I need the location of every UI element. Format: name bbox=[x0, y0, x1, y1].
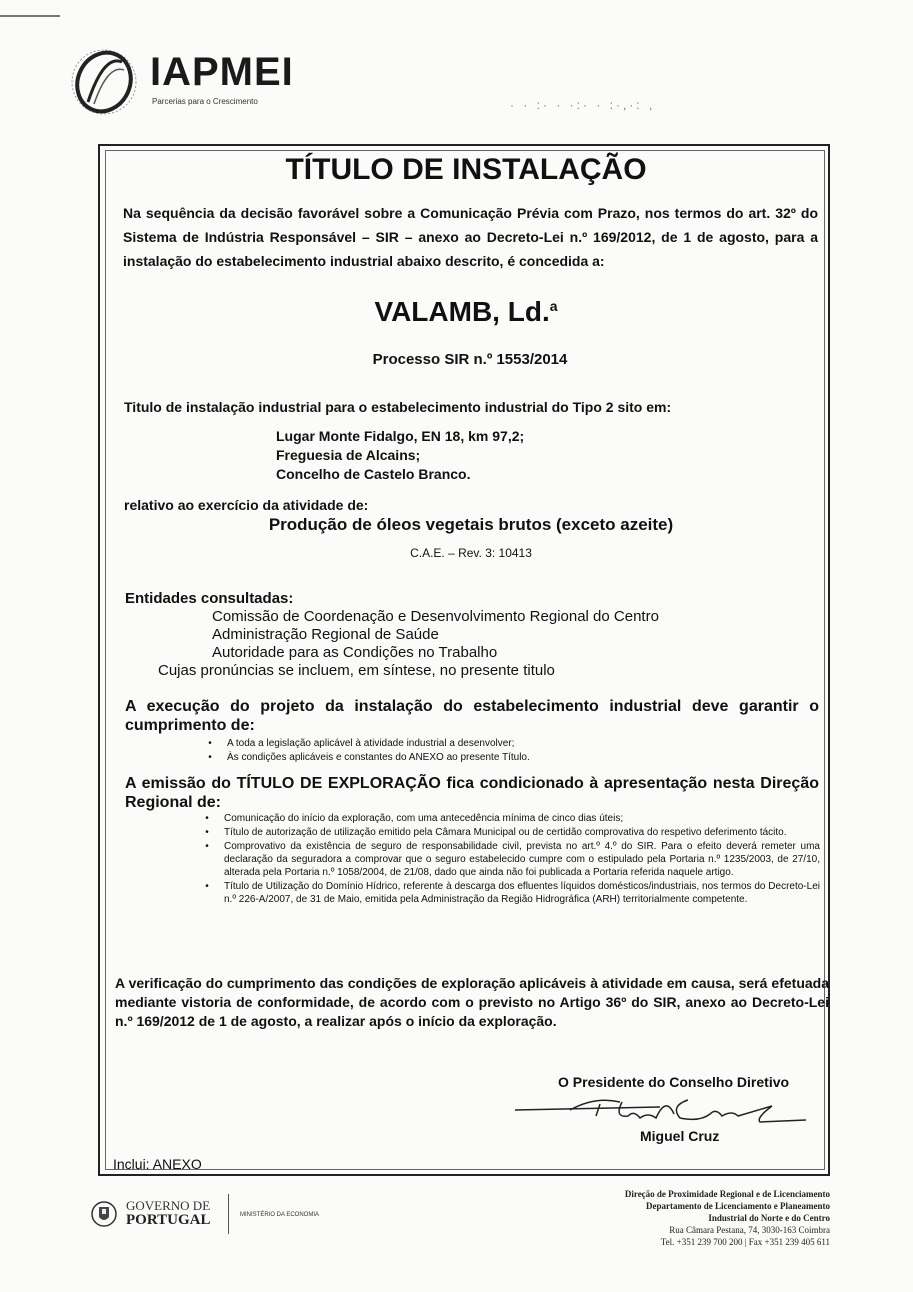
list-item bbox=[202, 812, 820, 825]
list-item bbox=[205, 737, 805, 750]
footer-address-line: Direção de Proximidade Regional e de Licenciamento bbox=[624, 1189, 830, 1199]
list-item-text: Comunicação do início da exploração, com uma antecedência mínima de cinco dias úteis; bbox=[224, 813, 624, 824]
entity-item: Administração Regional de Saúde bbox=[212, 626, 439, 643]
list-item-text: Às condições aplicáveis e constantes do ANEXO ao presente Título. bbox=[227, 752, 530, 763]
signatory-name: Miguel Cruz bbox=[640, 1128, 720, 1144]
bullet-icon: • bbox=[208, 752, 212, 763]
address-line: Concelho de Castelo Branco. bbox=[276, 466, 471, 482]
list-item-text: A toda a legislação aplicável à atividade industrial a desenvolver; bbox=[227, 738, 515, 749]
list-item bbox=[202, 826, 820, 839]
list-item-text: Título de autorização de utilização emitido pela Câmara Municipal ou de certidão comprovativa do respetivo deferimento tácito. bbox=[224, 827, 787, 838]
scan-specks: · · :· · ·:· · :·,·: , bbox=[510, 98, 656, 112]
footer-address-line: Tel. +351 239 700 200 | Fax +351 239 405 611 bbox=[660, 1237, 830, 1247]
brand-tagline: Parcerias para o Crescimento bbox=[152, 97, 258, 106]
list-item bbox=[202, 880, 820, 906]
emission-heading: A emissão do TÍTULO DE EXPLORAÇÃO fica condicionado à apresentação nesta Direção Regional de: bbox=[125, 775, 819, 811]
bullet-icon: • bbox=[205, 827, 209, 838]
emission-list bbox=[202, 812, 820, 907]
government-line2: PORTUGAL bbox=[126, 1212, 211, 1228]
bullet-icon: • bbox=[208, 738, 212, 749]
bullet-icon: • bbox=[205, 813, 209, 824]
installation-title-line: Titulo de instalação industrial para o estabelecimento industrial do Tipo 2 sito em: bbox=[124, 399, 672, 415]
footer-address bbox=[540, 1188, 830, 1248]
signature bbox=[510, 1092, 810, 1132]
bullet-icon: • bbox=[205, 841, 209, 852]
ministry-name: MINISTÉRIO DA ECONOMIA bbox=[240, 1212, 320, 1218]
entities-list bbox=[212, 608, 659, 662]
site-address bbox=[276, 427, 524, 484]
company-name bbox=[106, 296, 826, 328]
company-name-text: VALAMB, Ld. bbox=[374, 296, 550, 327]
footer-address-line: Industrial do Norte e do Centro bbox=[708, 1213, 830, 1223]
footer-address-line: Departamento de Licenciamento e Planeamento bbox=[646, 1201, 830, 1211]
list-item bbox=[202, 840, 820, 879]
company-name-suffix: a bbox=[549, 298, 558, 314]
footer-address-line: Rua Câmara Pestana, 74, 3030-163 Coimbra bbox=[669, 1225, 830, 1235]
activity-intro: relativo ao exercício da atividade de: bbox=[124, 497, 369, 513]
government-line1: GOVERNO DE bbox=[126, 1198, 211, 1213]
activity-name: Produção de óleos vegetais brutos (exceto azeite) bbox=[268, 515, 674, 534]
footer-divider bbox=[228, 1194, 229, 1234]
portugal-coat-of-arms-icon bbox=[90, 1196, 118, 1230]
bullet-icon: • bbox=[205, 881, 209, 892]
list-item bbox=[205, 751, 805, 764]
document-title: TÍTULO DE INSTALAÇÃO bbox=[285, 153, 647, 186]
execution-list bbox=[205, 737, 805, 765]
cae-code: C.A.E. – Rev. 3: 10413 bbox=[410, 546, 532, 560]
list-item-text: Título de Utilização do Domínio Hídrico, referente à descarga dos efluentes líquidos domésticos/industriais, nos termos do Decreto-Lei n.º 226-A/2007, de 31 de Maio, emitida pela Administração da Região Hidrográfica (ARH) territorialmente competente. bbox=[224, 881, 820, 905]
iapmei-logo-icon bbox=[66, 44, 142, 120]
address-line: Lugar Monte Fidalgo, EN 18, km 97,2; bbox=[276, 428, 525, 444]
intro-paragraph: Na sequência da decisão favorável sobre a Comunicação Prévia com Prazo, nos termos do art. 32º do Sistema de Indústria Responsável – SIR – anexo ao Decreto-Lei n.º 169/2012, de 1 de agosto, para a instalação do estabelecimento industrial abaixo descrito, é concedida a: bbox=[123, 205, 818, 269]
entity-item: Autoridade para as Condições no Trabalho bbox=[212, 644, 498, 661]
verification-paragraph: A verificação do cumprimento das condições de exploração aplicáveis à atividade em causa, será efetuada mediante vistoria de conformidade, de acordo com o previsto no Artigo 36º do SIR, anexo ao Decreto-Lei n.º 169/2012 de 1 de agosto, a realizar após o início da exploração. bbox=[115, 975, 829, 1029]
process-number: Processo SIR n.º 1553/2014 bbox=[372, 351, 568, 368]
brand-name: IAPMEI bbox=[150, 50, 294, 94]
entities-note: Cujas pronúncias se incluem, em síntese, no presente titulo bbox=[158, 662, 555, 679]
entity-item: Comissão de Coordenação e Desenvolvimento Regional do Centro bbox=[212, 608, 659, 625]
scan-mark bbox=[0, 15, 60, 17]
address-line: Freguesia de Alcains; bbox=[276, 447, 421, 463]
execution-heading: A execução do projeto da instalação do estabelecimento industrial deve garantir o cumprimento de: bbox=[125, 698, 819, 734]
entities-heading: Entidades consultadas: bbox=[125, 590, 294, 607]
includes-note: Inclui: ANEXO bbox=[113, 1156, 202, 1172]
signatory-role: O Presidente do Conselho Diretivo bbox=[558, 1074, 790, 1090]
list-item-text: Comprovativo da existência de seguro de responsabilidade civil, prevista no art.º 4.º do SIR. Para o efeito deverá remeter uma declaração da seguradora a comprovar que o seguro estabelecido cumpre com o estipulado pela Portaria n.º 1235/2003, de 27/10, alterada pela Portaria n.º 1058/2004, de 21/08, dado que ainda não foi publicada a Portaria referida naquele artigo. bbox=[224, 841, 820, 878]
